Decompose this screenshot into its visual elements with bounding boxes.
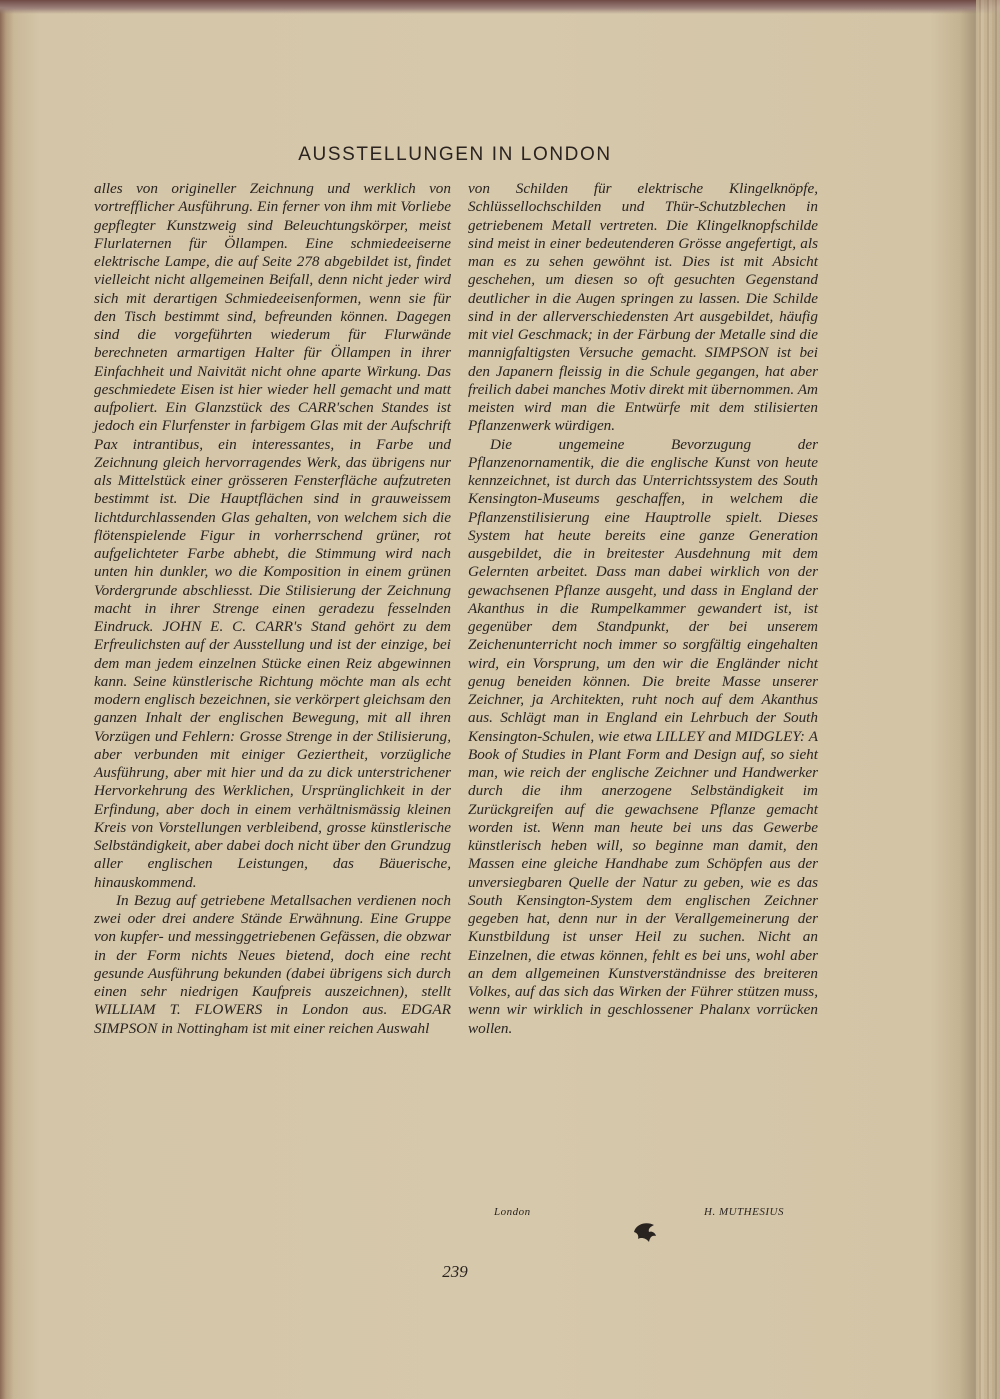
- paragraph: alles von origineller Zeichnung und werklich von vortrefflicher Ausführung. Ein ferner von ihm mit Vorliebe gepflegter Kunstzweig sind Beleuchtungskörper, meist Flurlaternen für Öllampen. Eine schmiedeeiserne elektrische Lampe, die auf Seite 278 abgebildet ist, findet vielleicht nicht allgemeinen Beifall, denn nicht jeder wird sich mit derartigen Schmiedeeisenformen, wenn sie für den Tisch bestimmt sind, befreunden können. Dagegen sind die vorgeführten wiederum für Flurwände berechneten armartigen Halter für Öllampen in ihrer Einfachheit und Naivität nicht ohne aparte Wirkung. Das geschmiedete Eisen ist hier wieder hell gemacht und matt aufpoliert. Ein Glanzstück des CARR'schen Standes ist jedoch ein Flurfenster in farbigem Glas mit der Aufschrift Pax intrantibus, ein interessantes, in Farbe und Zeichnung gleich hervorragendes Werk, das übrigens nur als Mittelstück einer grösseren Fensterfläche aufzutreten bestimmt ist. Die Hauptflächen sind in grauweissem lichtdurchlassenden Glas gehalten, von welchem sich die flötenspielende Figur in vorherrschend grüner, rot aufgelichteter Farbe abhebt, die Stimmung wird nach unten hin dunkler, wo die Komposition in einem grünen Vordergrunde abschliesst. Die Stilisierung der Zeichnung macht in ihrer Strenge einen geradezu fesselnden Eindruck. JOHN E. C. CARR's Stand gehört zu dem Erfreulichsten auf der Ausstellung und ist der einzige, bei dem man jedem einzelnen Stücke einen Reiz abgewinnen kann. Seine künstlerische Richtung möchte man als echt modern englisch bezeichnen, sie verkörpert gleichsam den ganzen Inhalt der englischen Bewegung, mit all ihren Vorzügen und Fehlern: Grosse Strenge in der Stilisierung, aber verbunden mit einiger Geziertheit, vorzügliche Ausführung, aber mit hier und da zu dick unterstrichener Hervorkehrung des Werklichen, Ursprünglichkeit in der Erfindung, aber doch in einem verhältnismässig kleinen Kreis von Vorstellungen verbleibend, grosse künstlerische Selbständigkeit, aber dabei doch nicht über den Grundzug aller englischen Leistungen, das Bäuerische, hinauskommend.: [94, 180, 451, 891]
- paragraph: In Bezug auf getriebene Metallsachen verdienen noch zwei oder drei andere Stände Erwähnung. Eine Gruppe von kupfer- und messinggetriebenen Gefässen, die obzwar in der Form nichts Neues bietend, doch eine recht gesunde Ausführung bekunden (dabei übrigens sich durch einen sehr niedrigen Kaufpreis auszeichnen), stellt WILLIAM T. FLOWERS in London aus. EDGAR SIMPSON in Nottingham ist mit einer reichen Auswahl: [94, 891, 451, 1037]
- page-title: AUSSTELLUNGEN IN LONDON: [298, 144, 612, 165]
- signature-place: London: [494, 1206, 531, 1218]
- page-stack-edge: [976, 0, 1000, 1399]
- right-column: [468, 180, 818, 1038]
- left-column: [94, 180, 451, 1038]
- paragraph: Die ungemeine Bevorzugung der Pflanzenornamentik, die die englische Kunst von heute kennzeichnet, ist durch das Unterrichtssystem des South Kensington-Museums geschaffen, in welchem die Pflanzenstilisierung eine Hauptrolle spielt. Dieses System hat heute bereits eine ganze Generation ausgebildet, die in breitester Ausdehnung mit dem Gelernten arbeitet. Dass man dabei wirklich von der gewachsenen Pflanze ausgeht, und dass in England der Akanthus in die Rumpelkammer gewandert ist, ist gegenüber dem Standpunkt, der bei unserem Zeichenunterricht noch immer so sorgfältig eingehalten wird, ein Vorsprung, um den wir die Engländer nicht genug beneiden können. Die breite Masse unserer Zeichner, ja Architekten, ruht noch auf dem Akanthus aus. Schlägt man in England ein Lehrbuch der South Kensington-Schulen, wie etwa LILLEY and MIDGLEY: A Book of Studies in Plant Form and Design auf, so sieht man, wie reich der englische Zeichner und Handwerker durch die ihm anerzogene Selbständigkeit im Zurückgreifen auf die gewachsene Pflanze gemacht worden ist. Wenn man heute bei uns das Gewerbe künstlerisch heben will, so beginne man damit, den Massen eine gleiche Handhabe zum Schöpfen aus der unversiegbaren Quelle der Natur zu geben, wie es das South Kensington-System dem englischen Zeichner gegeben hat, denn nur in der Verallgemeinerung der Kunstbildung ist unser Heil zu suchen. Nicht an Einzelnen, die etwas können, fehlt es bei uns, wohl aber an dem allgemeinen Kunstverständnisse des breiteren Volkes, auf das sich das Wirken der Führer stützen muss, wenn wir wirklich in geschlossener Phalanx vorrücken wollen.: [468, 435, 818, 1037]
- signature-author: H. MUTHESIUS: [704, 1206, 784, 1218]
- book-top-edge: [0, 0, 1000, 14]
- page-number: 239: [442, 1262, 468, 1281]
- paragraph: von Schilden für elektrische Klingelknöpfe, Schlüssellochschilden und Thür-Schutzblechen in getriebenem Metall vertreten. Die Klingelknopfschilde sind meist in einer bedeutenderen Grösse angefertigt, als man es zu sehen gewöhnt ist. Dies ist mit Absicht geschehen, um diesen so oft gesuchten Gegenstand deutlicher in die Augen springen zu lassen. Die Schilde sind in der allerverschiedensten Art ausgebildet, häufig mit viel Geschmack; in der Färbung der Metalle sind die mannigfaltigsten Versuche gemacht. SIMPSON ist bei den Japanern fleissig in die Schule gegangen, hat aber freilich dabei manches Motiv direkt mit übernommen. Am meisten wird man die Entwürfe mit dem stilisierten Pflanzenwerk würdigen.: [468, 180, 818, 435]
- leaf-ornament-icon: [632, 1220, 658, 1244]
